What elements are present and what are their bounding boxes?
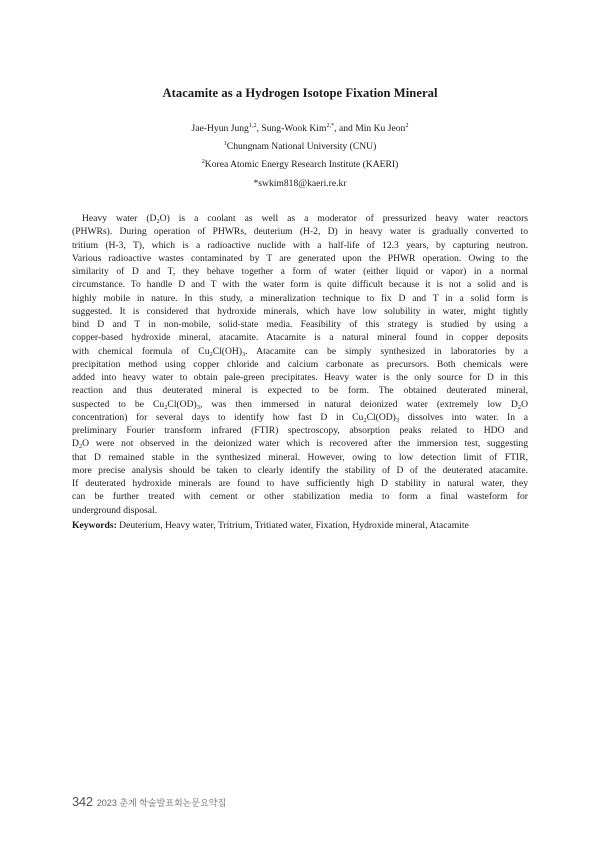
author-2: Sung-Wook Kim bbox=[261, 123, 327, 134]
abstract-line: suspected to be $Cu_2Cl(OD)_3$, was then immersed in natural deionized water (extremely low $D_2O$ bbox=[72, 398, 528, 411]
abstract-line: concentration) for several days to identify how fast D in $Cu_2Cl(OD)_3$ dissolves into water. In a bbox=[72, 411, 528, 424]
abstract-line: copper-based hydroxide mineral, atacamite. Atacamite is a natural mineral found in copper deposits bbox=[72, 332, 528, 344]
keywords bbox=[72, 520, 528, 531]
abstract-line: bind D and T in non-mobile, solid-state media. Feasibility of this strategy is studied by using a bbox=[72, 319, 528, 330]
abstract-line: similarity of D and T, they behave together a form of water (either liquid or vapor) in a normal bbox=[72, 266, 528, 277]
abstract-line: with chemical formula of $Cu_2Cl(OH)_3$. Atacamite can be simply synthesized in laboratories by a bbox=[72, 345, 528, 358]
affiliation-1: $^1$Chungnam National University (CNU) bbox=[223, 140, 377, 152]
abstract-line: Various radioactive wastes contaminated by T are generated upon the PHWR operation. Owing to the bbox=[72, 252, 528, 264]
abstract-line: added into heavy water to obtain pale-green precipitates. Heavy water is the only source for D in this bbox=[72, 372, 528, 383]
author-2-affiliation: 2,* bbox=[326, 122, 335, 129]
abstract-line: Heavy water $(D_2O)$ is a coolant as well as a moderator of pressurized heavy water reactors bbox=[82, 213, 528, 225]
page-footer bbox=[72, 793, 226, 811]
abstract-line: can be further treated with cement or other stabilization media to form a final wasteform for bbox=[72, 491, 528, 503]
author-list: Jae-Hyun Jung$^{1,2}$, Sung-Wook Kim$^{2,*}$, and Min Ku Jeon$^2$ bbox=[191, 122, 409, 134]
author-1: Jae-Hyun Jung bbox=[191, 123, 249, 134]
abstract-line: $D_2O$ were not observed in the deionized water which is recovered after the immersion test, suggesting bbox=[72, 438, 528, 451]
corresponding-email: *swkim818@kaeri.re.kr bbox=[253, 178, 347, 189]
abstract-body bbox=[72, 212, 528, 517]
paper-title: Atacamite as a Hydrogen Isotope Fixation Mineral bbox=[162, 86, 438, 100]
affiliation-2: $^2$Korea Atomic Energy Research Institute (KAERI) bbox=[201, 158, 399, 170]
abstract-line: suggested. It is considered that hydroxide minerals, which have low solubility in water, might tightly bbox=[72, 305, 528, 317]
page-number: 342 bbox=[72, 794, 93, 809]
abstract-line: more precise analysis should be taken to clearly identify the stability of D of the deuterated atacamite. bbox=[72, 464, 528, 476]
abstract-line: reaction and thus deuterated mineral is expected to be form. The obtained deuterated mineral, bbox=[72, 385, 528, 397]
abstract-line: If deuterated hydroxide minerals are found to have sufficiently high D stability in natural water, they bbox=[72, 478, 528, 489]
abstract-line: tritium (H-3, T), which is a radioactive nuclide with a half-life of 12.3 years, by capturing neutron. bbox=[72, 239, 528, 251]
abstract-line: highly mobile in nature. In this study, a mineralization technique to fix D and T in a solid form is bbox=[72, 292, 528, 304]
abstract-line: that D remained stable in the synthesized mineral. However, owing to low detection limit of FTIR, bbox=[72, 451, 528, 463]
abstract-line: circumstance. To handle D and T with the water form is quite difficult because it is not a solid and is bbox=[72, 279, 528, 291]
abstract-line: preliminary Fourier transform infrared (FTIR) spectroscopy, absorption peaks related to HDO and bbox=[72, 425, 528, 436]
proceedings-title: 2023 춘계 학술발표회논문요약집 bbox=[96, 798, 227, 808]
author-3-affiliation: 2 bbox=[405, 122, 409, 129]
keywords-list: Deuterium, Heavy water, Tritrium, Tritiated water, Fixation, Hydroxide mineral, Atacamite bbox=[116, 520, 469, 531]
abstract-line: underground disposal. bbox=[72, 504, 158, 516]
author-3: Min Ku Jeon bbox=[355, 123, 406, 134]
author-1-affiliation: 1,2 bbox=[248, 122, 257, 129]
keywords-label: Keywords: bbox=[72, 520, 117, 531]
abstract-line: (PHWRs). During operation of PHWRs, deuterium (H-2, D) in heavy water is gradually converted to bbox=[72, 226, 528, 238]
abstract-line: precipitation method using copper chloride and calcium carbonate as precursors. Both chemicals were bbox=[72, 358, 528, 370]
